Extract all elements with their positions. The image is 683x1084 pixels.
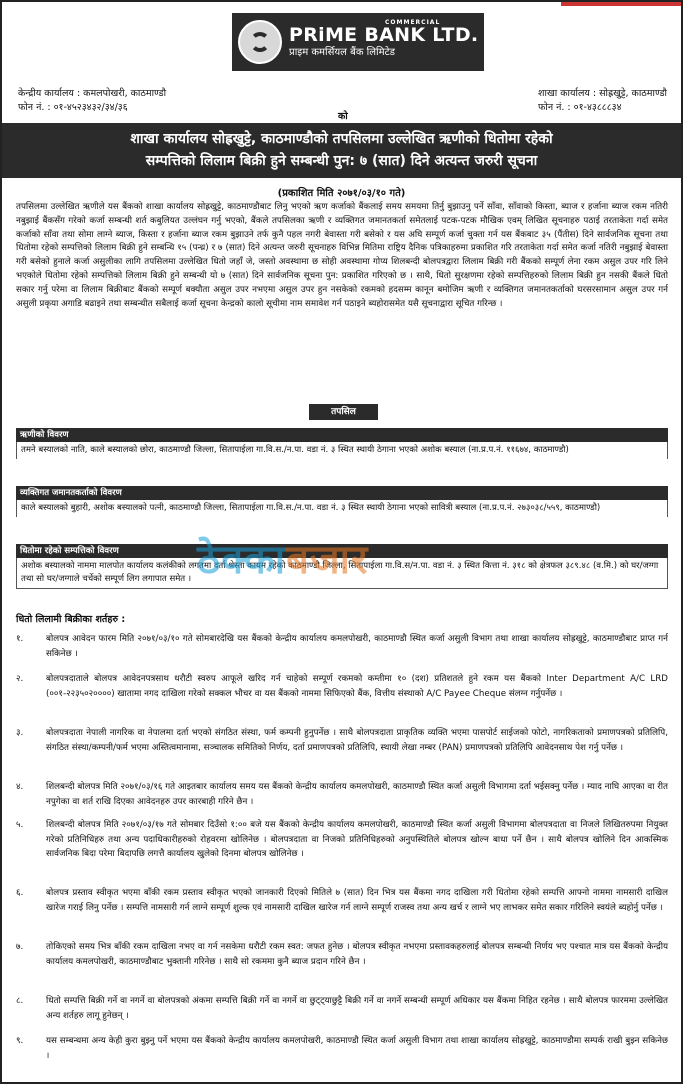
- notice-headline: [2, 123, 681, 178]
- condition-number: ७.: [16, 942, 24, 952]
- brand-name-np: प्राइम कमर्सियल बैंक लिमिटेड: [289, 46, 396, 58]
- conditions-title: धितो लिलामी बिक्रीका शर्तहरु :: [16, 614, 126, 625]
- ko-label: को: [338, 111, 348, 122]
- central-office-phone: फोन नं. : ०१-४५२३४३२/३४/३६: [18, 102, 128, 113]
- condition-text: बोलपत्र प्रस्ताव स्वीकृत भएमा बाँकी रकम प्रस्ताव स्वीकृत भएको जानकारी दिएको मितिले ७ (सात) दिन भित्र यस बैंकमा नगद दाखिला गरी धितोमा रहेको सम्पत्ति आफ्नो नाममा नामसारी दाखिल खारेज गराई लिनु पर्नेछ । सम्पत्ति नामसारी गर्न लाग्ने सम्पूर्ण शुल्क एवं नामसारी दाखिल खारेज गर्न लाग्ने सम्पूर्ण राजस्व तथा अन्य खर्च र लाग्ने भए लाभकर समेत सकार गरिलिने स्वयंले ब्यहोर्नु पर्नेछ ।: [46, 888, 668, 913]
- tapsil-heading: तपसिल: [309, 404, 378, 420]
- condition-number: १.: [16, 634, 24, 644]
- condition-item: [16, 780, 668, 809]
- published-date: (प्रकाशित मिति २०७१/०३/१० गते): [277, 188, 406, 199]
- brand-commercial: COMMERCIAL: [385, 18, 441, 26]
- condition-item: [16, 1034, 668, 1063]
- borrower-section-body: तमने बस्यालको नाति, काले बस्यालको छोरा, काठमाण्डौ जिल्ला, सितापाईला गा.वि.स./न.पा. वडा नं. ३ स्थित स्थायी ठेगाना भएको अशोक बस्याल (ना.प्र.प.नं. ११६७४, काठमाण्डौ): [16, 442, 668, 459]
- central-office-address: केन्द्रीय कार्यालय : कमलपोखरी, काठमाण्डौ: [18, 88, 167, 99]
- condition-text: धितो सम्पत्ति बिक्री गर्ने वा नगर्ने वा बोलपत्रको अंकमा सम्पत्ति बिक्री गर्ने वा नगर्ने वा छुट्ट्याछुट्टै बिक्री गर्ने वा नगर्ने सम्बन्धी सम्पूर्ण अधिकार यस बैंकमा निहित रहनेछ । साथै बोलपत्र फारममा उल्लेखित अन्य शर्तहरु लागू हुनेछन् ।: [46, 996, 668, 1021]
- top-red-strip: [561, 2, 681, 6]
- condition-text: शिलबन्दी बोलपत्र मिति २०७१/०३/१६ गते आइतबार कार्यालय समय यस बैंकको केन्द्रीय कार्यालय कमलपोखरी, काठमाण्डौ स्थित कर्जा असुली विभागमा दर्ता भईसक्नु पर्नेछ । म्याद नाघि आएका वा रीत नपुगेका वा शर्त राखि दिएका आवेदनहरु उपर कारबाही गरिने छैन ।: [46, 782, 668, 807]
- condition-text: यस सम्बन्धमा अन्य केही कुरा बुझ्नु पर्ने भएमा यस बैंकको केन्द्रीय कार्यालय कमलपोखरी, काठमाण्डौ स्थित कर्जा असुली विभाग तथा शाखा कार्यालय सोह्रखुट्टे, काठमाण्डौमा सम्पर्क राखी बुझ्न सकिनेछ ।: [46, 1036, 668, 1061]
- collateral-section-body: अशोक बस्यालको नाममा मालपोत कार्यालय कलंकीको लगतमा दर्ता श्रेस्ता कायम रहेको काठमाण्डौ जिल्ला, सितापाईला गा.वि.स/न.पा. वडा नं. ३ स्थित कित्ता नं. ३१८ को क्षेत्रफल ३८९.४८ (व.मि.) को घर/जग्गा तथा सो घर/जग्गाले चर्चेको सम्पूर्ण लिग लगापात समेत ।: [16, 558, 668, 589]
- headline-line-2: सम्पत्तिको लिलाम बिक्री हुने सम्बन्धी पुन: ७ (सात) दिने अत्यन्त जरुरी सूचना: [145, 153, 538, 169]
- branch-office-info: [538, 87, 667, 115]
- condition-item: [16, 632, 668, 661]
- guarantor-section-body: काले बस्यालको बुहारी, अशोक बस्यालको पत्नी, काठमाण्डौ जिल्ला, सितापाईला गा.वि.स./न.पा. वडा नं. ३ स्थित स्थायी ठेगाना भएको सावित्री बस्याल (ना.प्र.प.नं. २७३०३८/५५९, काठमाण्डौ): [16, 500, 668, 517]
- condition-item: [16, 818, 668, 862]
- branch-office-address: शाखा कार्यालय : सोह्रखुट्टे, काठमाण्डौ: [538, 88, 667, 99]
- borrower-section: [16, 428, 668, 459]
- condition-number: ८.: [16, 996, 24, 1006]
- condition-item: [16, 940, 668, 969]
- borrower-section-title: ऋणीको विवरण: [16, 428, 668, 442]
- central-office-info: [18, 87, 166, 115]
- brand-name-en: PRiME BANK LTD.: [289, 23, 479, 46]
- condition-item: [16, 726, 668, 755]
- collateral-section-title: धितोमा रहेको सम्पत्तिको विवरण: [16, 544, 668, 558]
- guarantor-section: [16, 486, 668, 517]
- bank-emblem-icon: [238, 20, 282, 64]
- condition-item: [16, 886, 668, 915]
- watermark-part-2: बजार: [286, 537, 369, 583]
- watermark: [197, 530, 368, 585]
- condition-number: ५.: [16, 820, 24, 830]
- condition-number: २.: [16, 674, 24, 684]
- condition-text: शिलबन्दी बोलपत्र मिति २०७१/०३/१७ गते सोमबार दिउँसो १:०० बजे यस बैंकको केन्द्रीय कार्यालय कमलपोखरी, काठमाण्डौ स्थित कर्जा असुली विभागमा बोलपत्रदाता वा निजले लिखितरुपमा नियुक्त गरेको प्रतिनिधिहरु तथा अन्य पदाधिकारीहरुको रोहवरमा खोलिनेछ । बोलपत्रदाता वा निजको प्रतिनिधिहरुको अनुपस्थितिले बोलपत्र खोल्न बाधा पर्ने छैन । साथै बोलपत्र खोलिने दिन आकस्मिक सार्वजनिक बिदा परेमा बिदापछि लगत्तै कार्यालय खुलेको दिनमा बोलपत्र खोलिनेछ ।: [46, 820, 669, 859]
- condition-text: बोलपत्रदाताले बोलपत्र आवेदनपत्रसाथ धरौटी स्वरुप आफूले खरिद गर्न चाहेको सम्पूर्ण रकमको कम्तीमा १० (दश) प्रतिशतले हुने रकम यस बैंकको Inter Department A/C LRD (००१-२२३५०२००००) खातामा नगद दाखिला गरेको सक्कल भौचर वा यस बैंकको नाममा सिफिएको बैंक, वित्तीय संस्थाको A/C Payee Cheque संलग्न गर्नुपर्नेछ ।: [46, 674, 668, 699]
- condition-number: ४.: [16, 782, 24, 792]
- condition-number: ३.: [16, 728, 24, 738]
- condition-item: [16, 672, 668, 701]
- guarantor-section-title: व्यक्तिगत जमानतकर्ताको विवरण: [16, 486, 668, 500]
- condition-item: [16, 994, 668, 1023]
- watermark-part-1: ठेक्का: [197, 537, 287, 583]
- condition-text: बोलपत्र आवेदन फारम मिति २०७१/०३/१० गते सोमबारदेखि यस बैंकको केन्द्रीय कार्यालय कमलपोखरी, काठमाण्डौ स्थित कर्जा असुली विभाग तथा शाखा कार्यालय सोह्रखुट्टे, काठमाण्डौबाट प्राप्त गर्न सकिनेछ ।: [46, 634, 668, 659]
- condition-number: ९.: [16, 1036, 24, 1046]
- bank-logo: [232, 13, 484, 71]
- intro-paragraph: तपसिलमा उल्लेखित ऋणीले यस बैंकको शाखा कार्यालय सोह्रखुट्टे, काठमाण्डौबाट लिनु भएको ऋण कर्जाको बैंकलाई समय समयमा तिर्नु बुझाउनु पर्ने साँवा, साँवाको किस्ता, ब्याज र हर्जाना ब्याज रकम नतिरी नबुझाई बैंकसँग गरेको कर्जा सम्बन्धी शर्त कबुलियत उल्लंघन गर्नु भएको, बैंकले तपसिलका ऋणी र व्यक्तिगत जमानतकर्ता समेतलाई पटक-पटक मौखिक एवम् लिखित सूचनाहरु पठाई तरताकेता गर्दा समेत कर्जाको साँवा तथा सोमा लाग्ने ब्याज, किस्ता र हर्जाना ब्याज रकम बुझाउने तर्फ कुनै पहल नगरी बेवास्ता गरी बसेको र यस अघि सम्पूर्ण कर्जा चुक्ता गर्न यस बैंकबाट ३५ (पैंतीस) दिने सार्वजनिक सूचना तथा धितोमा रहेको सम्पत्तिको लिलाम बिक्री हुने सम्बन्धि १५ (पन्ध्र) र ७ (सात) दिने अत्यन्त जरुरी सूचनाहरु विभिन्न मितिमा राष्ट्रिय दैनिक पत्रिकाहरुमा प्रकाशित गरि तरताकेता गर्दा समेत कर्जा नतिरी नबुझाई बेवास्ता गरी बसेको हुनाले कर्जा असुलीका लागि तपसिलमा उल्लेखित धितो जहाँ जे, जस्तो अवस्थामा छ सोही अवस्थामा गोप्य शिलबन्दी बोलपत्रद्वारा लिलाम बिक्री गरी बैंकको सम्पूर्ण लेना रकम असुल उपर गरि लिने भएकोले धितोमा रहेको सम्पत्तिको लिलाम बिक्री हुने सम्बन्धी यो ७ (सात) दिने सार्वजनिक सूचना पुन: प्रकाशित गरिएको छ । साथै, धितो सुरक्षणमा रहेको सम्पत्तिहरुको लिलाम बिक्री हुन नसकी बैंकले धितो सकार गर्नु परेमा वा लिलाम बिक्रीबाट बैंकको सम्पूर्ण बक्यौता असुल उपर नभएमा असुल उपर हुन नसकेको रकमको हदसम्म कानून बमोजिम ऋणी र व्यक्तिगत जमानतकर्ताको घरसरसामान असुल उपर गर्न असुली प्रकृया अगाडि बढाइने तथा सम्बन्धीत सबैलाई कर्जा सूचना केन्द्रको कालो सूचीमा नाम समावेश गर्न पठाइने ब्यहोरासमेत यसै सूचनाद्वारा सूचित गरिन्छ ।: [16, 202, 668, 309]
- condition-text: बोलपत्रदाता नेपाली नागरिक वा नेपालमा दर्ता भएको संगठित संस्था, फर्म कम्पनी हुनुपर्नेछ । साथै बोलपत्रदाता प्राकृतिक व्यक्ति भएमा पासपोर्ट साईजको फोटो, नागरिकताको प्रमाणपत्रको प्रतिलिपि, संगठित संस्था/कम्पनी/फर्म भएमा अस्तित्वमानामा, सञ्चालक समितिको निर्णय, दर्ता प्रमाणपत्रको प्रतिलिपि, स्थायी लेखा नम्बर (PAN) प्रमाणपत्रको प्रतिलिपि आवेदनसाथ पेश गर्नु पर्नेछ ।: [46, 728, 668, 753]
- condition-text: तोकिएको समय भित्र बाँकी रकम दाखिला नभए वा गर्न नसकेमा धरौटी रकम स्वत: जफत हुनेछ । बोलपत्र स्वीकृत नभएमा प्रस्तावकहरुलाई बोलपत्र सम्बन्धी निर्णय भए पश्चात मात्र यस बैंकको केन्द्रीय कार्यालय कमलपोखरी, काठमाण्डौबाट भुक्तानी गरिनेछ । साथै सो रकममा कुनै ब्याज प्रदान गरिने छैन ।: [46, 942, 668, 967]
- branch-office-phone: फोन नं. : ०१-४३८८८३४: [538, 102, 622, 113]
- headline-line-1: शाखा कार्यालय सोह्रखुट्टे, काठमाण्डौको तपसिलमा उल्लेखित ऋणीको धितोमा रहेको: [130, 131, 553, 147]
- condition-number: ६.: [16, 888, 24, 898]
